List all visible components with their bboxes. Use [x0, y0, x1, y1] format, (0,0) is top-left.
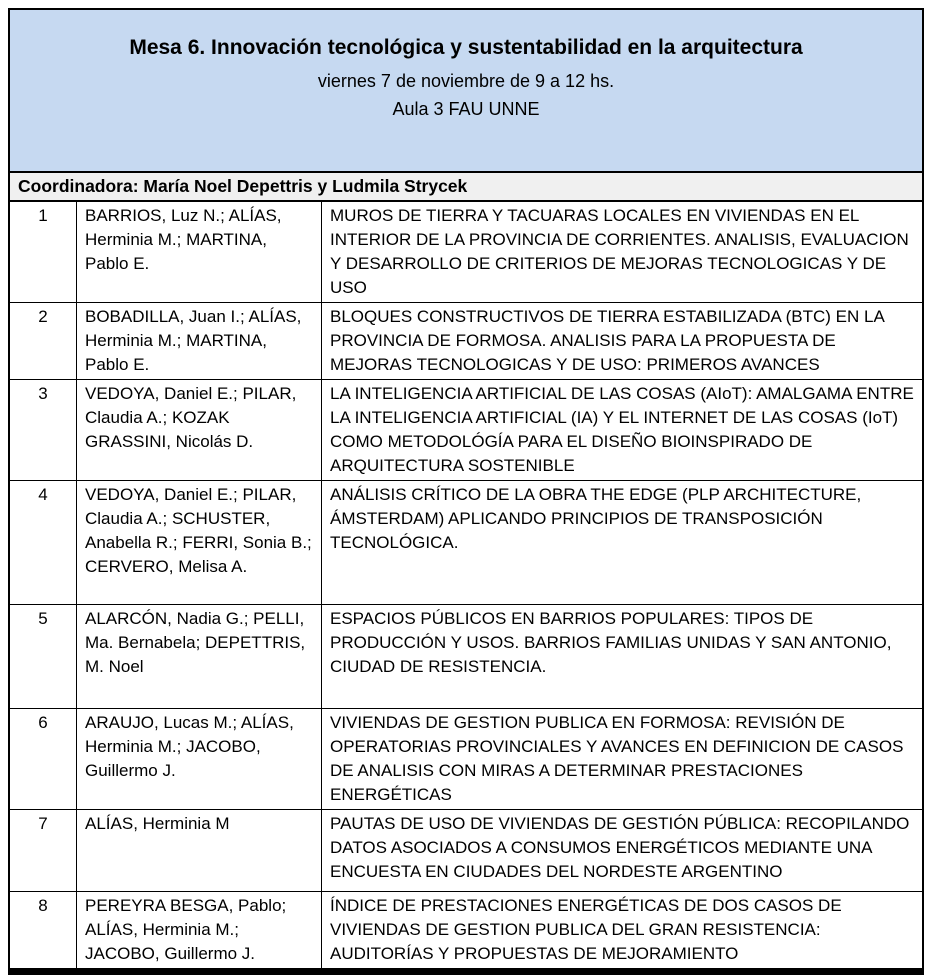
sessions-table-body	[10, 202, 922, 968]
row-authors: PEREYRA BESGA, Pablo; ALÍAS, Herminia M.; JACOBO, Guillermo J.	[77, 892, 322, 969]
row-paper-title: MUROS DE TIERRA Y TACUARAS LOCALES EN VIVIENDAS EN EL INTERIOR DE LA PROVINCIA DE CORRIENTES. ANALISIS, EVALUACION Y DESARROLLO DE CRITERIOS DE MEJORAS TECNOLOGICAS Y DE USO	[322, 202, 923, 303]
session-header	[10, 10, 922, 171]
row-number: 6	[10, 709, 77, 810]
row-number: 8	[10, 892, 77, 969]
row-number: 5	[10, 605, 77, 709]
row-paper-title: PAUTAS DE USO DE VIVIENDAS DE GESTIÓN PÚBLICA: RECOPILANDO DATOS ASOCIADOS A CONSUMOS ENERGÉTICOS MEDIANTE UNA ENCUESTA EN CIUDADES DEL NORDESTE ARGENTINO	[322, 810, 923, 892]
session-date: viernes 7 de noviembre de 9 a 12 hs.	[317, 71, 615, 91]
row-number: 4	[10, 481, 77, 605]
row-paper-title: VIVIENDAS DE GESTION PUBLICA EN FORMOSA: REVISIÓN DE OPERATORIAS PROVINCIALES Y AVANCES EN DEFINICION DE CASOS DE ANALISIS CON MIRAS A DETERMINAR PRESTACIONES ENERGÉTICAS	[322, 709, 923, 810]
row-authors: ALÍAS, Herminia M	[77, 810, 322, 892]
row-number: 3	[10, 380, 77, 481]
table-row	[10, 709, 922, 810]
table-row	[10, 810, 922, 892]
row-number: 7	[10, 810, 77, 892]
row-authors: BOBADILLA, Juan I.; ALÍAS, Herminia M.; MARTINA, Pablo E.	[77, 303, 322, 380]
table-row	[10, 380, 922, 481]
row-authors: ARAUJO, Lucas M.; ALÍAS, Herminia M.; JACOBO, Guillermo J.	[77, 709, 322, 810]
row-paper-title: BLOQUES CONSTRUCTIVOS DE TIERRA ESTABILIZADA (BTC) EN LA PROVINCIA DE FORMOSA. ANALISIS PARA LA PROPUESTA DE MEJORAS TECNOLOGICAS Y DE USO: PRIMEROS AVANCES	[322, 303, 923, 380]
row-number: 2	[10, 303, 77, 380]
session-room: Aula 3 FAU UNNE	[392, 99, 540, 119]
row-paper-title: LA INTELIGENCIA ARTIFICIAL DE LAS COSAS (AIoT): AMALGAMA ENTRE LA INTELIGENCIA ARTIFICIAL (IA) Y EL INTERNET DE LAS COSAS (IoT) COMO METODOLÓGÍA PARA EL DISEÑO BIOINSPIRADO DE ARQUITECTURA SOSTENIBLE	[322, 380, 923, 481]
session-title: Mesa 6. Innovación tecnológica y sustentabilidad en la arquitectura	[129, 36, 803, 59]
sessions-table	[10, 202, 922, 968]
table-row	[10, 303, 922, 380]
table-row	[10, 892, 922, 969]
row-number: 1	[10, 202, 77, 303]
row-paper-title: ESPACIOS PÚBLICOS EN BARRIOS POPULARES: TIPOS DE PRODUCCIÓN Y USOS. BARRIOS FAMILIAS UNIDAS Y SAN ANTONIO, CIUDAD DE RESISTENCIA.	[322, 605, 923, 709]
table-row	[10, 202, 922, 303]
coordinator-bar: Coordinadora: María Noel Depettris y Ludmila Strycek	[10, 171, 922, 202]
table-row	[10, 605, 922, 709]
table-row	[10, 481, 922, 605]
row-authors: VEDOYA, Daniel E.; PILAR, Claudia A.; SCHUSTER, Anabella R.; FERRI, Sonia B.; CERVERO, Melisa A.	[77, 481, 322, 605]
row-authors: BARRIOS, Luz N.; ALÍAS, Herminia M.; MARTINA, Pablo E.	[77, 202, 322, 303]
row-paper-title: ANÁLISIS CRÍTICO DE LA OBRA THE EDGE (PLP ARCHITECTURE, ÁMSTERDAM) APLICANDO PRINCIPIOS DE TRANSPOSICIÓN TECNOLÓGICA.	[322, 481, 923, 605]
row-authors: VEDOYA, Daniel E.; PILAR, Claudia A.; KOZAK GRASSINI, Nicolás D.	[77, 380, 322, 481]
row-authors: ALARCÓN, Nadia G.; PELLI, Ma. Bernabela; DEPETTRIS, M. Noel	[77, 605, 322, 709]
session-program-page	[8, 8, 924, 975]
row-paper-title: ÍNDICE DE PRESTACIONES ENERGÉTICAS DE DOS CASOS DE VIVIENDAS DE GESTION PUBLICA DEL GRAN RESISTENCIA: AUDITORÍAS Y PROPUESTAS DE MEJORAMIENTO	[322, 892, 923, 969]
